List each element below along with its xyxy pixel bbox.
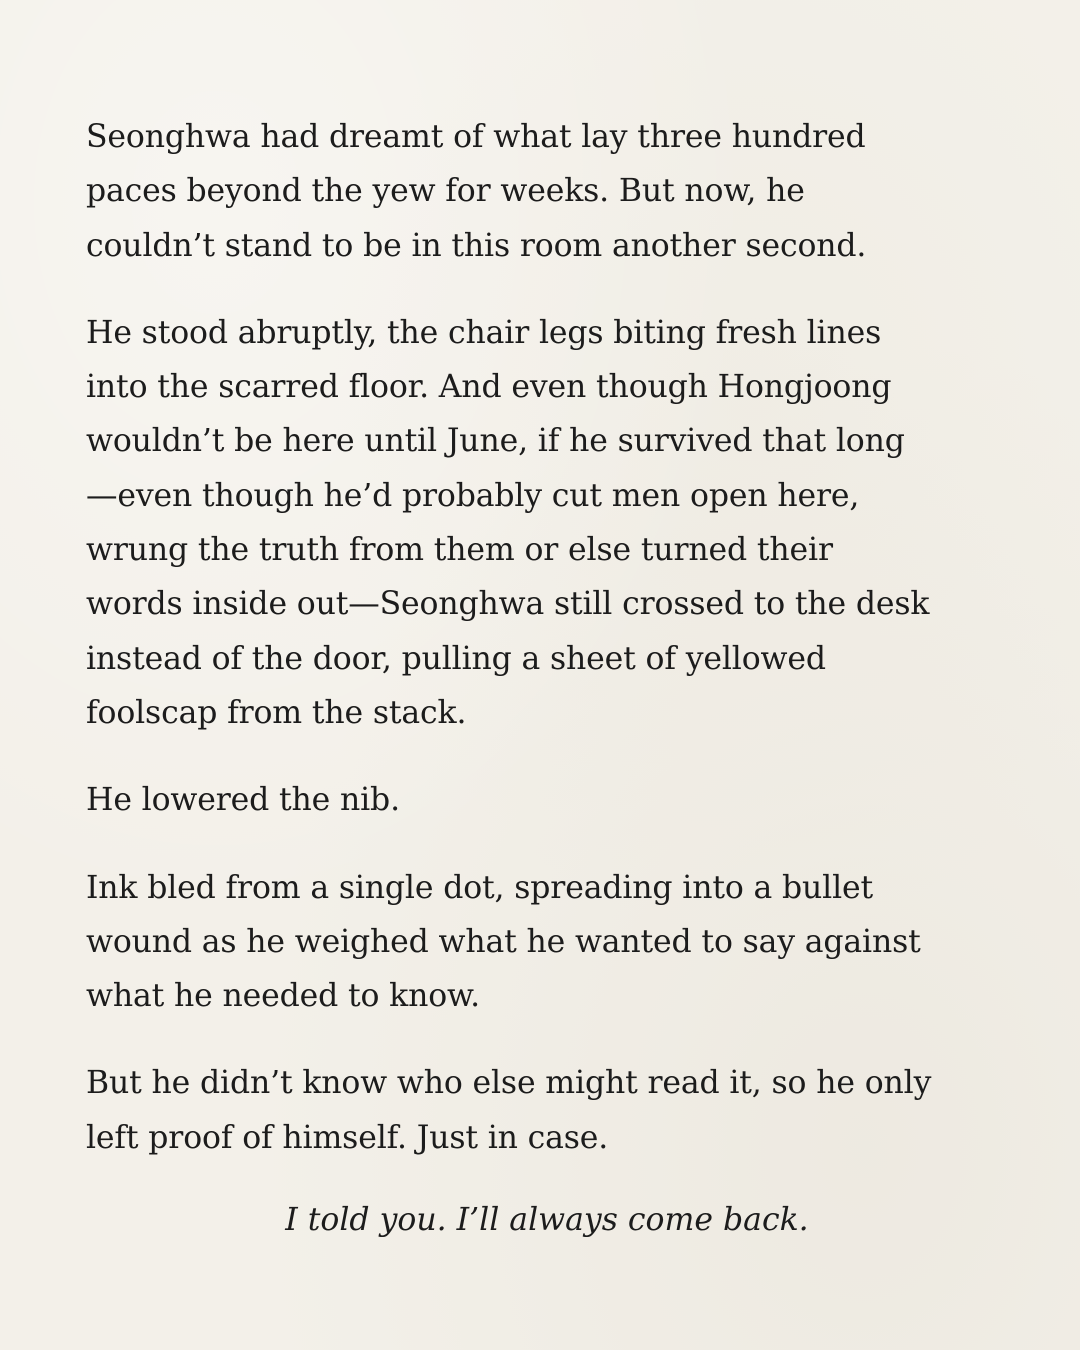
text-line: couldn’t stand to be in this room another second. [86,227,867,264]
paragraph-4 [86,861,1010,1024]
text-line: He lowered the nib. [86,782,400,819]
paragraph-gap [86,740,1010,773]
paragraph-gap [86,828,1010,861]
closing-line: I told you. I’ll always come back. [285,1202,809,1239]
paragraph-3 [86,773,1010,827]
body-text [86,110,1010,1165]
text-line: left proof of himself. Just in case. [86,1119,609,1156]
paragraph-1 [86,110,1010,273]
paragraph-gap [86,1023,1010,1056]
text-line: Ink bled from a single dot, spreading into a bullet [86,869,874,906]
text-line: wound as he weighed what he wanted to say against [86,923,921,960]
text-line: He stood abruptly, the chair legs biting fresh lines [86,314,882,351]
paragraph-5 [86,1056,1010,1165]
text-line: what he needed to know. [86,978,480,1015]
text-line: Seonghwa had dreamt of what lay three hundred [86,119,866,155]
text-line: wrung the truth from them or else turned their [86,532,833,569]
text-line: words inside out—Seonghwa still crossed to the desk [86,586,930,623]
text-line: But he didn’t know who else might read it, so he only [86,1065,932,1102]
text-line: —even though he’d probably cut men open here, [86,477,860,514]
text-line: foolscap from the stack. [86,694,467,731]
text-line: wouldn’t be here until June, if he survived that long [86,423,905,460]
text-line: into the scarred floor. And even though Hongjoong [86,369,892,406]
text-line: instead of the door, pulling a sheet of yellowed [86,640,826,677]
paragraph-2 [86,306,1010,740]
text-line: paces beyond the yew for weeks. But now, he [86,173,805,210]
paragraph-gap [86,273,1010,306]
